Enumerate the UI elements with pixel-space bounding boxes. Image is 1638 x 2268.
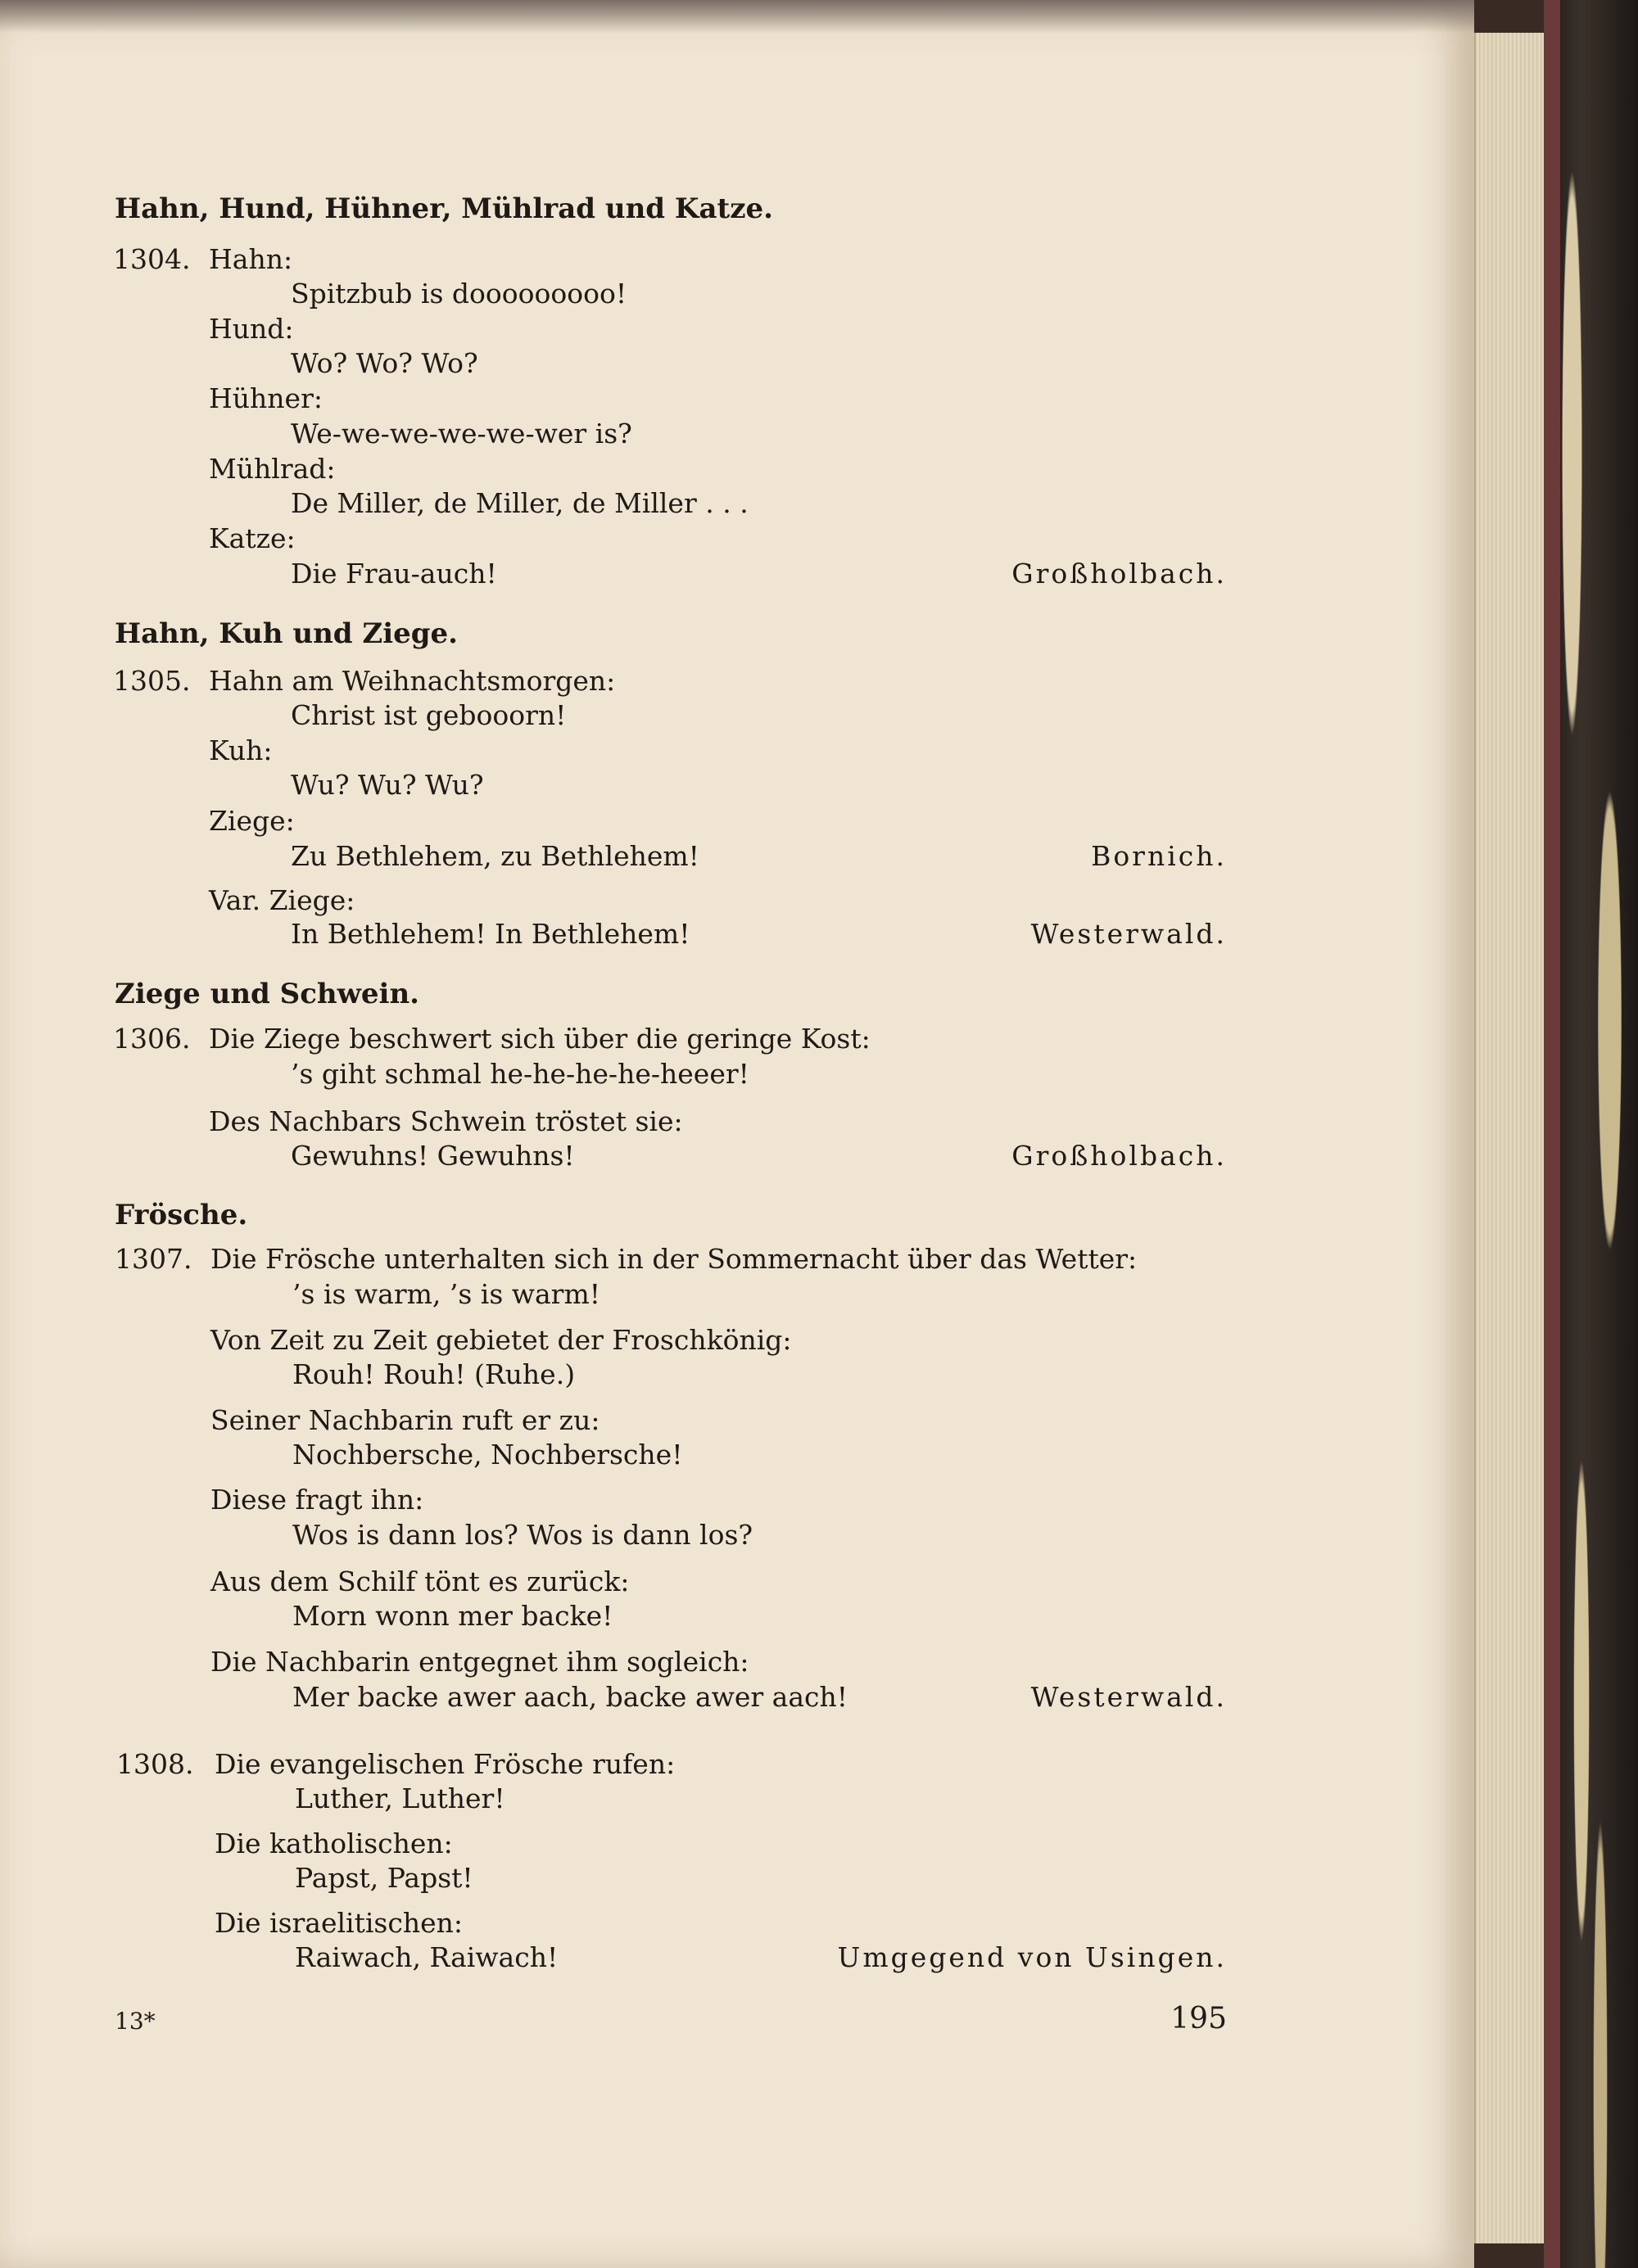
speaker-line: Die Frösche unterhalten sich in der Sommernacht über das Wetter: (210, 1243, 1138, 1275)
speech-line: Rouh! Rouh! (Ruhe.) (292, 1358, 576, 1390)
speech-line: We-we-we-we-we-wer is? (291, 418, 632, 450)
speech-line: Spitzbub is dooooooooo! (291, 278, 627, 309)
entry-number: 1308. (116, 1748, 194, 1780)
section-heading: Frösche. (115, 1199, 248, 1231)
page-top-edge (0, 0, 1474, 33)
speaker-line: Des Nachbars Schwein tröstet sie: (209, 1105, 683, 1137)
speaker-line: Kuh: (209, 734, 273, 766)
speech-line: Papst, Papst! (295, 1862, 473, 1894)
speech-line: ’s giht schmal he-he-he-he-heeer! (291, 1058, 749, 1090)
entry-number: 1305. (113, 665, 191, 697)
speaker-line: Die evangelischen Frösche rufen: (215, 1748, 676, 1780)
section-heading: Ziege und Schwein. (115, 978, 420, 1010)
place-label: Westerwald. (1030, 918, 1227, 950)
place-label: Westerwald. (1030, 1681, 1227, 1713)
speaker-line: Die Nachbarin entgegnet ihm sogleich: (210, 1646, 749, 1678)
speaker-line: Hahn: (209, 243, 293, 275)
speech-line: Morn wonn mer backe! (292, 1600, 613, 1632)
speaker-line: Katze: (209, 522, 296, 554)
speech-line: In Bethlehem! In Bethlehem! (291, 918, 690, 950)
speech-line: Wos is dann los? Wos is dann los? (292, 1519, 753, 1551)
speech-line: Wu? Wu? Wu? (291, 769, 484, 801)
page-number: 195 (1170, 2002, 1227, 2035)
speaker-line: Hühner: (209, 382, 323, 414)
speech-line: Raiwach, Raiwach! (295, 1941, 559, 1973)
place-label: Großholbach. (1011, 1140, 1227, 1172)
speaker-line: Hahn am Weihnachtsmorgen: (209, 665, 616, 697)
speech-line: Mer backe awer aach, backe awer aach! (292, 1681, 848, 1713)
speaker-line: Die israelitischen: (215, 1907, 463, 1939)
speaker-line: Mühlrad: (209, 453, 336, 485)
section-heading: Hahn, Kuh und Ziege. (115, 617, 459, 650)
book-spine-band (1544, 0, 1560, 2268)
speech-line: Die Frau-auch! (291, 558, 497, 590)
section-heading: Hahn, Hund, Hühner, Mühlrad und Katze. (115, 192, 773, 225)
entry-number: 1306. (113, 1023, 191, 1055)
speaker-line: Seiner Nachbarin ruft er zu: (210, 1404, 600, 1436)
speaker-line: Aus dem Schilf tönt es zurück: (210, 1565, 630, 1597)
entry-number: 1304. (113, 243, 191, 275)
entry-number: 1307. (115, 1243, 192, 1275)
speaker-line: Die Ziege beschwert sich über die geringe Kost: (209, 1023, 871, 1055)
speaker-line: Ziege: (209, 805, 295, 837)
speaker-line: Var. Ziege: (209, 884, 355, 916)
place-label: Umgegend von Usingen. (837, 1941, 1227, 1973)
speech-line: Nochbersche, Nochbersche! (292, 1439, 683, 1471)
speech-line: De Miller, de Miller, de Miller . . . (291, 487, 749, 519)
speech-line: Luther, Luther! (295, 1782, 505, 1814)
speech-line: Zu Bethlehem, zu Bethlehem! (291, 840, 699, 872)
speech-line: Christ ist gebooorn! (291, 699, 567, 731)
place-label: Großholbach. (1011, 558, 1227, 590)
speech-line: ’s is warm, ’s is warm! (292, 1278, 601, 1310)
speaker-line: Die katholischen: (215, 1828, 453, 1859)
signature-mark: 13* (115, 2008, 156, 2035)
place-label: Bornich. (1091, 840, 1227, 872)
speaker-line: Von Zeit zu Zeit gebietet der Froschkönig: (210, 1324, 792, 1356)
speaker-line: Diese fragt ihn: (210, 1484, 424, 1516)
speech-line: Wo? Wo? Wo? (291, 347, 478, 379)
page-edges (1474, 33, 1545, 2243)
speaker-line: Hund: (209, 313, 294, 345)
speech-line: Gewuhns! Gewuhns! (291, 1140, 575, 1172)
